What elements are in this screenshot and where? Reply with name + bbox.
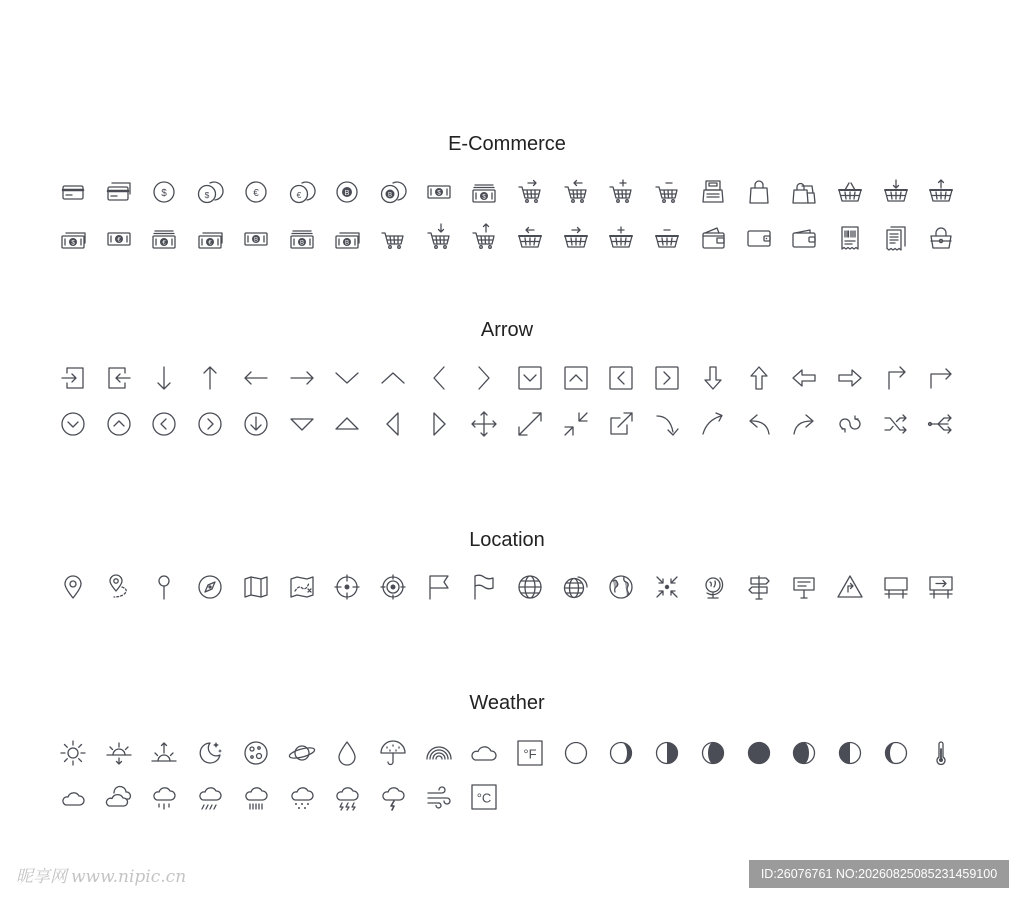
flag-waving-icon	[470, 573, 498, 601]
ecommerce-row-1	[0, 178, 1024, 208]
full-moon-craters-icon	[242, 739, 270, 767]
moon-phase-crescent-icon	[607, 739, 635, 767]
credit-card-icon	[59, 178, 87, 206]
globe-icon	[516, 573, 544, 601]
redo-arrow-icon	[790, 410, 818, 438]
thick-arrow-up-icon	[745, 364, 773, 392]
circle-chevron-up-icon	[105, 410, 133, 438]
circle-chevron-right-icon	[196, 410, 224, 438]
wallet-cards-icon	[699, 224, 727, 252]
moon-phase-waning-crescent-icon	[882, 739, 910, 767]
weather-row-1	[0, 739, 1024, 769]
login-arrow-icon	[59, 364, 87, 392]
basket-arrow-down-icon	[882, 178, 910, 206]
map-route-icon	[288, 573, 316, 601]
svg-text:$: $	[436, 190, 441, 197]
move-arrows-icon	[470, 410, 498, 438]
bitcoin-bills-stack-icon	[288, 224, 316, 252]
section-title-weather: Weather	[469, 692, 545, 714]
svg-text:B: B	[344, 190, 350, 197]
receipt-barcode-icon	[836, 224, 864, 252]
arrow-row-1	[0, 364, 1024, 394]
svg-text:B: B	[345, 240, 350, 247]
wallet-open-icon	[790, 224, 818, 252]
euro-coins-icon	[288, 178, 316, 206]
thermometer-icon	[927, 739, 955, 767]
handbag-icon	[927, 224, 955, 252]
euro-bill-icon	[105, 224, 133, 252]
circle-arrow-down-icon	[242, 410, 270, 438]
sign-board-icon	[790, 573, 818, 601]
basket-arrow-up-icon	[927, 178, 955, 206]
desk-globe-icon	[699, 573, 727, 601]
moon-phase-first-quarter-icon	[653, 739, 681, 767]
moon-stars-icon	[196, 739, 224, 767]
watermark-url: www.nipic.cn	[71, 867, 187, 887]
triangle-up-icon	[333, 410, 361, 438]
dollar-bills-icon	[59, 224, 87, 252]
circle-chevron-down-icon	[59, 410, 87, 438]
curve-arrow-down-icon	[653, 410, 681, 438]
euro-bills-icon	[196, 224, 224, 252]
box-chevron-up-icon	[562, 364, 590, 392]
svg-text:€: €	[162, 240, 167, 247]
triangle-left-icon	[379, 410, 407, 438]
wallet-icon	[745, 224, 773, 252]
collapse-arrows-icon	[562, 410, 590, 438]
moon-phase-waning-gibbous-icon	[790, 739, 818, 767]
basket-arrow-left-icon	[516, 224, 544, 252]
euro-coin-icon	[242, 178, 270, 206]
basket-icon	[836, 178, 864, 206]
svg-text:€: €	[117, 237, 121, 244]
cloud-outline-icon	[59, 783, 87, 811]
logout-arrow-icon	[105, 364, 133, 392]
shopping-bag-icon	[745, 178, 773, 206]
weather-row-2	[0, 783, 1024, 813]
expand-arrows-icon	[516, 410, 544, 438]
cart-icon	[379, 224, 407, 252]
triangle-down-icon	[288, 410, 316, 438]
earth-icon	[607, 573, 635, 601]
shuffle-arrows-icon	[882, 410, 910, 438]
billboard-icon	[882, 573, 910, 601]
watermark-id: ID:26076761 NO:20260825085231459100	[749, 860, 1009, 888]
chevron-left-icon	[425, 364, 453, 392]
watermark-site: 昵享网	[16, 867, 67, 887]
basket-arrow-right-icon	[562, 224, 590, 252]
circle-chevron-left-icon	[150, 410, 178, 438]
cart-plus-icon	[607, 178, 635, 206]
arrow-left-icon	[242, 364, 270, 392]
cart-arrow-right-icon	[516, 178, 544, 206]
wind-icon	[425, 783, 453, 811]
watermark-logo	[12, 862, 186, 887]
section-title-arrow: Arrow	[480, 319, 534, 341]
svg-text:$: $	[204, 190, 210, 200]
section-title-location: Location	[469, 529, 545, 551]
arrow-row-2	[0, 410, 1024, 440]
cart-arrow-left-icon	[562, 178, 590, 206]
undo-arrow-icon	[745, 410, 773, 438]
loop-arrows-icon	[836, 410, 864, 438]
bitcoin-coin-icon	[333, 178, 361, 206]
chevron-right-icon	[470, 364, 498, 392]
umbrella-icon	[379, 739, 407, 767]
svg-text:$: $	[482, 194, 486, 201]
planet-icon	[288, 739, 316, 767]
cloud-lightning-icon	[379, 783, 407, 811]
dollar-coins-icon	[196, 178, 224, 206]
flag-icon	[425, 573, 453, 601]
thick-arrow-left-icon	[790, 364, 818, 392]
arrow-up-icon	[196, 364, 224, 392]
location-arrows-icon	[653, 573, 681, 601]
dollar-bills-stack-icon	[470, 178, 498, 206]
road-sign-icon	[836, 573, 864, 601]
signpost-icon	[745, 573, 773, 601]
chevron-down-icon	[333, 364, 361, 392]
arrow-right-icon	[288, 364, 316, 392]
chevron-up-icon	[379, 364, 407, 392]
globe-grid-icon	[562, 573, 590, 601]
location-row-1	[0, 573, 1024, 603]
euro-bills-stack-icon	[150, 224, 178, 252]
svg-text:€: €	[253, 188, 259, 199]
thick-arrow-right-icon	[836, 364, 864, 392]
rainbow-icon	[425, 739, 453, 767]
triangle-right-icon	[425, 410, 453, 438]
box-chevron-down-icon	[516, 364, 544, 392]
bitcoin-coins-icon	[379, 178, 407, 206]
cloud-heavy-rain-icon	[242, 783, 270, 811]
svg-text:€: €	[208, 240, 212, 247]
receipts-icon	[882, 224, 910, 252]
bitcoin-bill-icon	[242, 224, 270, 252]
curve-arrow-up-icon	[699, 410, 727, 438]
dollar-coin-icon	[150, 178, 178, 206]
raindrop-icon	[333, 739, 361, 767]
cloud-thunderstorm-icon	[333, 783, 361, 811]
turn-up-right-icon	[882, 364, 910, 392]
map-pin-route-icon	[105, 573, 133, 601]
ecommerce-row-2	[0, 224, 1024, 254]
svg-text:B: B	[253, 237, 258, 244]
target-icon	[379, 573, 407, 601]
sunset-icon	[105, 739, 133, 767]
svg-text:B: B	[387, 192, 392, 199]
moon-phase-last-quarter-icon	[836, 739, 864, 767]
cart-arrow-down-icon	[425, 224, 453, 252]
compass-icon	[196, 573, 224, 601]
map-pin-icon	[59, 573, 87, 601]
cart-minus-icon	[653, 178, 681, 206]
fahrenheit-box-icon	[516, 739, 544, 767]
basket-plus-icon	[607, 224, 635, 252]
moon-phase-new-icon	[562, 739, 590, 767]
split-arrows-icon	[927, 410, 955, 438]
section-title-ecommerce: E-Commerce	[448, 133, 566, 155]
push-pin-icon	[150, 573, 178, 601]
turn-right-icon	[927, 364, 955, 392]
svg-text:B: B	[299, 240, 304, 247]
map-icon	[242, 573, 270, 601]
clouds-icon	[105, 783, 133, 811]
cloud-drizzle-icon	[196, 783, 224, 811]
dollar-bill-icon	[425, 178, 453, 206]
svg-text:$: $	[71, 240, 75, 247]
svg-text:°F: °F	[523, 746, 537, 762]
arrow-down-icon	[150, 364, 178, 392]
svg-text:$: $	[161, 188, 168, 199]
thick-arrow-down-icon	[699, 364, 727, 392]
cloud-icon	[470, 739, 498, 767]
shopping-bags-icon	[790, 178, 818, 206]
cloud-rain-icon	[150, 783, 178, 811]
moon-phase-full-icon	[745, 739, 773, 767]
moon-phase-gibbous-icon	[699, 739, 727, 767]
credit-cards-icon	[105, 178, 133, 206]
celsius-box-icon	[470, 783, 498, 811]
external-link-icon	[607, 410, 635, 438]
bitcoin-bills-icon	[333, 224, 361, 252]
sunrise-icon	[150, 739, 178, 767]
cloud-snow-icon	[288, 783, 316, 811]
cart-arrow-up-icon	[470, 224, 498, 252]
cash-register-icon	[699, 178, 727, 206]
box-chevron-left-icon	[607, 364, 635, 392]
sun-icon	[59, 739, 87, 767]
basket-minus-icon	[653, 224, 681, 252]
box-chevron-right-icon	[653, 364, 681, 392]
svg-text:€: €	[296, 190, 301, 200]
billboard-arrow-icon	[927, 573, 955, 601]
crosshair-icon	[333, 573, 361, 601]
svg-text:°C: °C	[477, 790, 492, 806]
